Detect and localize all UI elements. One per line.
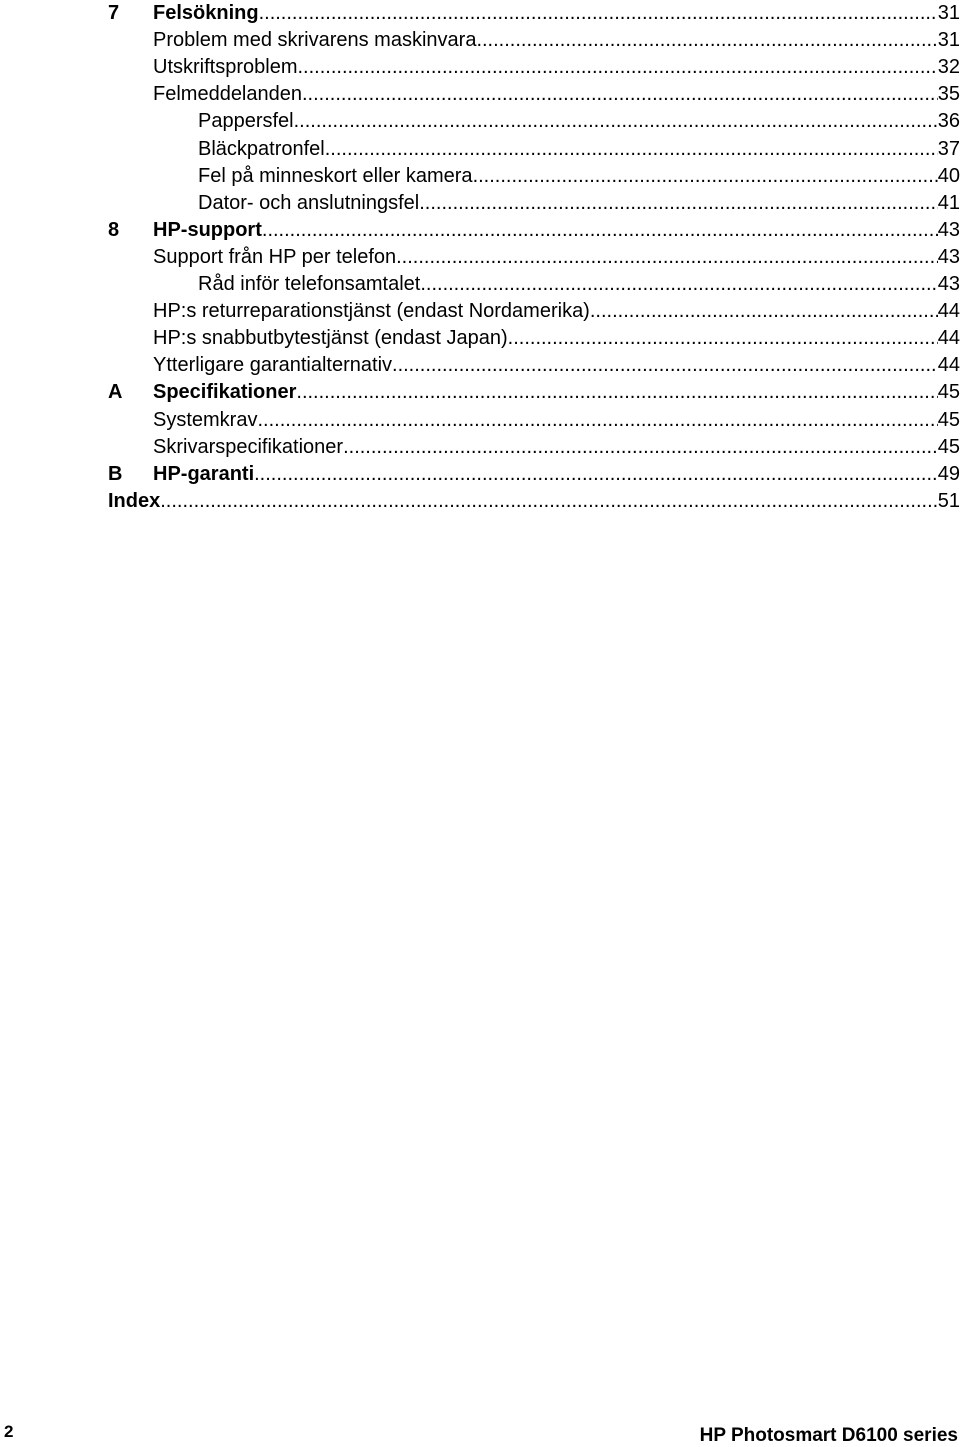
toc-entry[interactable] (0, 325, 960, 352)
toc-leader-dots (473, 163, 938, 190)
toc-leader-dots (508, 325, 938, 352)
toc-entry-page: 45 (937, 381, 960, 404)
toc-entry[interactable] (0, 217, 960, 244)
toc-entry-title: HP:s returreparationstjänst (endast Nordamerika) (153, 300, 590, 323)
toc-entry-page: 43 (937, 218, 960, 241)
toc-entry[interactable] (0, 271, 960, 298)
toc-entry-title: Utskriftsproblem (153, 56, 298, 79)
toc-entry-title: HP-garanti (153, 462, 255, 485)
toc-entry-page: 44 (937, 327, 960, 350)
toc-entry[interactable] (0, 461, 960, 488)
toc-entry[interactable] (0, 54, 960, 81)
toc-entry[interactable] (0, 379, 960, 406)
toc-entry-title: Index (108, 489, 161, 512)
toc-leader-dots (259, 0, 938, 27)
toc-entry-title: Felmeddelanden (153, 83, 302, 106)
toc-entry[interactable] (0, 298, 960, 325)
toc-leader-dots (254, 461, 938, 488)
toc-entry-page: 49 (937, 462, 960, 485)
toc-leader-dots (396, 244, 938, 271)
toc-entry-page: 45 (937, 435, 960, 458)
toc-leader-dots (476, 27, 937, 54)
toc-entry-title: Skrivarspecifikationer (153, 435, 344, 458)
toc-leader-dots (294, 108, 938, 135)
toc-entry-title: Support från HP per telefon (153, 245, 397, 268)
toc-leader-dots (160, 488, 938, 515)
toc-entry-page: 44 (937, 300, 960, 323)
toc-leader-dots (590, 298, 938, 325)
toc-leader-dots (392, 352, 938, 379)
toc-entry[interactable] (0, 108, 960, 135)
toc-entry-title: Ytterligare garantialternativ (153, 354, 393, 377)
toc-entry-number: 8 (108, 218, 120, 241)
toc-entry-title: Specifikationer (153, 381, 297, 404)
toc-leader-dots (325, 136, 938, 163)
toc-entry-title: Pappersfel (198, 110, 294, 133)
toc-leader-dots (302, 81, 938, 108)
toc-entry-page: 36 (937, 110, 960, 133)
toc-entry-number: B (108, 462, 123, 485)
toc-entry-title: Råd inför telefonsamtalet (198, 273, 421, 295)
toc-entry[interactable] (0, 27, 960, 54)
toc-entry[interactable] (0, 81, 960, 108)
toc-entry-title: Fel på minneskort eller kamera (198, 164, 473, 187)
toc-entry-page: 43 (937, 245, 960, 268)
toc-entry-title: Problem med skrivarens maskinvara (153, 29, 477, 52)
toc-entry[interactable] (0, 434, 960, 461)
toc-leader-dots (419, 190, 938, 217)
toc-entry-page: 44 (937, 354, 960, 377)
toc-leader-dots (262, 217, 938, 244)
toc-leader-dots (297, 54, 937, 81)
toc-entry[interactable] (0, 407, 960, 434)
toc-entry-page: 51 (937, 489, 960, 512)
toc-entry[interactable] (0, 488, 960, 515)
toc-entry-page: 41 (937, 191, 960, 214)
toc-entry-title: Bläckpatronfel (198, 137, 325, 160)
toc-entry[interactable] (0, 190, 960, 217)
toc-entry-number: A (108, 381, 123, 404)
footer-page-number: 2 (4, 1422, 14, 1441)
toc-entry[interactable] (0, 352, 960, 379)
toc-leader-dots (420, 271, 937, 298)
toc-entry[interactable] (0, 0, 960, 27)
toc-entry-page: 31 (937, 29, 960, 52)
toc-entry-page: 43 (937, 273, 960, 295)
toc-entry[interactable] (0, 136, 960, 163)
toc-entry[interactable] (0, 163, 960, 190)
toc-entry-page: 40 (937, 164, 960, 187)
toc-entry-title: Systemkrav (153, 408, 258, 431)
toc-leader-dots (296, 379, 937, 406)
toc-entry-number: 7 (108, 2, 120, 24)
toc-leader-dots (257, 407, 937, 434)
toc-entry-title: HP-support (153, 218, 262, 241)
toc-entry[interactable] (0, 244, 960, 271)
toc-entry-page: 37 (937, 137, 960, 160)
toc-entry-title: Dator- och anslutningsfel (198, 191, 420, 214)
toc-entry-title: HP:s snabbutbytestjänst (endast Japan) (153, 327, 508, 350)
toc-entry-title: Felsökning (153, 2, 259, 24)
footer-product-title: HP Photosmart D6100 series (699, 1425, 958, 1446)
toc-entry-page: 31 (937, 2, 960, 24)
toc-entry-page: 32 (937, 56, 960, 79)
toc-entry-page: 35 (937, 83, 960, 106)
toc-entry-page: 45 (937, 408, 960, 431)
toc-leader-dots (343, 434, 938, 461)
